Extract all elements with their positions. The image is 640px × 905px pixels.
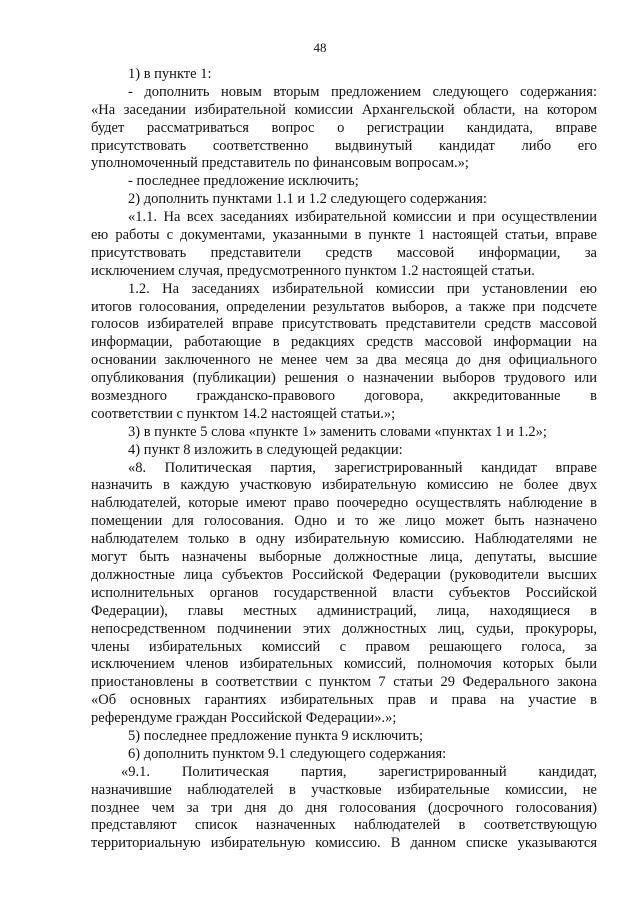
text-line: ею работы с документами, указанными в пункте 1 настоящей статьи, вправе [91, 227, 597, 244]
text-line: 3) в пункте 5 слова «пункте 1» заменить словами «пунктах 1 и 1.2»; [128, 423, 547, 440]
text-line: назначить в каждую участковую избирательную комиссию не более двух [91, 477, 597, 494]
text-line: «1.1. На всех заседаниях избирательной комиссии и при осуществлении [128, 209, 597, 226]
text-line: наблюдателей, которые имеют право поочередно осуществлять наблюдение в [91, 495, 597, 512]
text-line: 2) дополнить пунктами 1.1 и 1.2 следующего содержания: [128, 191, 487, 208]
text-line: голосов избирателей вправе присутствовать представители средств массовой [91, 316, 597, 333]
text-line: 6) дополнить пунктом 9.1 следующего содержания: [128, 745, 447, 762]
document-body [91, 66, 597, 853]
text-line: присутствовать представители средств массовой информации, за [91, 244, 597, 261]
text-line: уполномоченный представитель по финансовым вопросам.»; [91, 155, 469, 172]
text-line: возмездного гражданско-правового договора, аккредитованные в [91, 388, 597, 405]
text-line: 5) последнее предложение пункта 9 исключить; [128, 727, 424, 744]
text-line: присутствовать соответственно выдвинутый кандидат либо его [91, 137, 597, 154]
text-line: «9.1. Политическая партия, зарегистрированный кандидат, [121, 763, 597, 780]
text-line: Федерации), главы местных администраций, лица, находящиеся в [91, 602, 597, 619]
text-line: исключением случая, предусмотренного пунктом 1.2 настоящей статьи. [91, 262, 535, 279]
text-line: информации, работающие в редакциях средств массовой информации на [91, 334, 597, 351]
text-line: назначившие наблюдателей в участковые избирательные комиссии, не [91, 781, 597, 798]
text-line: представляют список назначенных наблюдателей в соответствующую [91, 817, 597, 834]
text-line: будет рассматриваться вопрос о регистрации кандидата, вправе [91, 119, 597, 136]
text-line: - последнее предложение исключить; [128, 173, 359, 190]
text-line: основании заключенного не менее чем за два месяца до дня официального [91, 352, 597, 369]
text-line: помещении для голосования. Одно и то же лицо может быть назначено [91, 513, 597, 530]
text-line: территориальную избирательную комиссию. В данном списке указываются [91, 835, 597, 852]
text-line: соответствии с пунктом 14.2 настоящей статьи.»; [91, 405, 396, 422]
text-line: опубликования (публикации) решения о назначении выборов трудового или [91, 370, 597, 387]
text-line: наблюдателем только в одну избирательную комиссию. Наблюдателями не [91, 531, 597, 548]
text-line: референдуме граждан Российской Федерации».»; [91, 710, 397, 727]
text-line: 1.2. На заседаниях избирательной комиссии при установлении ею [128, 280, 597, 297]
text-line: 1) в пункте 1: [128, 66, 212, 82]
text-line: итогов голосования, определении результатов выборов, а также при подсчете [91, 298, 597, 315]
text-line: позднее чем за три дня до дня голосования (досрочного голосования) [91, 799, 597, 816]
text-line: исключением членов избирательных комиссий, полномочия которых были [91, 656, 597, 673]
text-line: могут быть назначены выборные должностные лица, депутаты, высшие [91, 549, 597, 566]
text-line: исполнительных органов государственной власти субъектов Российской [91, 584, 597, 601]
text-line: 4) пункт 8 изложить в следующей редакции: [128, 441, 403, 458]
page-number: 48 [313, 40, 327, 55]
text-line: «Об основных гарантиях избирательных прав и права на участие в [91, 692, 597, 709]
text-line: «На заседании избирательной комиссии Архангельской области, на котором [91, 101, 597, 118]
text-line: «8. Политическая партия, зарегистрированный кандидат вправе [128, 459, 597, 476]
text-line: - дополнить новым вторым предложением следующего содержания: [128, 83, 597, 100]
text-line: непосредственном подчинении этих должностных лиц, судьи, прокуроры, [91, 620, 597, 637]
text-line: члены избирательных комиссий с правом решающего голоса, за [91, 638, 597, 655]
text-line: приостановлены в соответствии с пунктом 7 статьи 29 Федерального закона [91, 674, 597, 691]
text-line: должностные лица субъектов Российской Федерации (руководители высших [91, 566, 597, 583]
